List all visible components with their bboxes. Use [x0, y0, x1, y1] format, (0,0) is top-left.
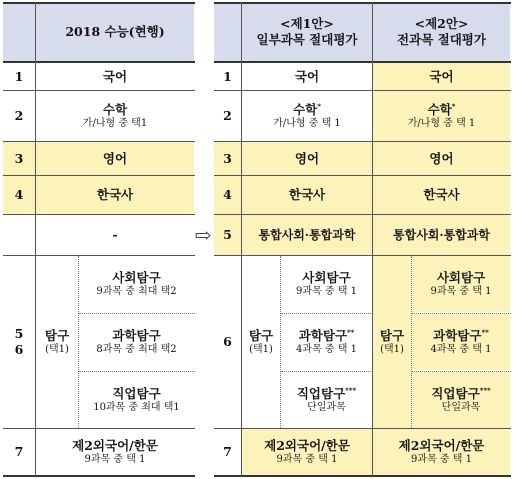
proposal-1-header: [242, 3, 372, 61]
subject-detail: 단일과목: [307, 401, 346, 413]
header-blank: [3, 3, 35, 61]
subject-detail: 4과목 중 택 1: [296, 343, 357, 355]
subject-title: 사회탐구: [112, 269, 161, 285]
row-number: 2: [14, 108, 24, 124]
subject-title: 수학*: [293, 101, 321, 117]
subject-korean-history: 한국사: [36, 176, 194, 214]
inquiry-title: 탐구: [248, 327, 274, 343]
row-number: [3, 215, 35, 255]
subject-title: 과학탐구: [112, 327, 161, 343]
subject-detail: 8과목 중 최대 택2: [96, 343, 177, 355]
proposal-desc: 일부과목 절대평가: [256, 32, 358, 47]
p1-korean-history: 한국사: [242, 176, 372, 214]
inquiry-title: 탐구: [379, 327, 405, 343]
subject-detail: 가/나형 중 택1: [82, 117, 148, 129]
p2-second-language: [373, 429, 510, 475]
subject-detail: 단일과목: [441, 401, 481, 413]
row-number: 4: [214, 176, 241, 214]
arrow-right-icon: ⇨: [194, 223, 212, 247]
p2-science-inquiry: [412, 314, 510, 370]
p2-english: 영어: [373, 142, 510, 175]
row-number: 3: [3, 142, 35, 175]
subject-title: 제2외국어/한문: [264, 437, 350, 453]
proposal-title: <제1안>: [280, 16, 334, 32]
subject-title: 제2외국어/한문: [398, 437, 485, 453]
row-number: 6: [223, 334, 232, 350]
subject-detail: 가/나형 중 택 1: [407, 117, 476, 129]
p2-integrated: 통합사회·통합과학: [373, 215, 510, 255]
social-inquiry: [79, 256, 194, 312]
subject-detail: 9과목 중 택 1: [430, 285, 492, 297]
proposal-2-header: [373, 3, 510, 61]
p2-vocational-inquiry: [412, 372, 510, 428]
p1-second-language: [242, 429, 372, 475]
subject-detail: 9과목 중 택 1: [84, 453, 146, 465]
subject-title: 직업탐구***: [296, 385, 357, 401]
inquiry-label: [36, 256, 78, 428]
row-number: 1: [223, 68, 232, 84]
subject-detail: 9과목 중 택 1: [276, 453, 338, 465]
row-number: 3: [214, 142, 241, 175]
subject-title: 과학탐구**: [433, 327, 489, 343]
p1-korean: 국어: [294, 68, 320, 84]
row-number: 7: [223, 444, 232, 460]
p1-inquiry-label: [242, 256, 280, 428]
current-header: 2018 수능(현행): [36, 3, 194, 61]
row-number: 1: [14, 68, 24, 84]
subject-title: 사회탐구: [302, 269, 351, 285]
inquiry-choice: (택1): [380, 343, 404, 355]
p2-social-inquiry: [412, 256, 510, 312]
subject-detail: 가/나형 중 택 1: [273, 117, 341, 129]
vocational-inquiry: [79, 372, 194, 428]
row-number: 5: [214, 215, 241, 255]
p1-english: 영어: [242, 142, 372, 175]
subject-none: -: [112, 227, 118, 243]
subject-title: 수학: [102, 101, 128, 117]
subject-detail: 9과목 중 택 1: [411, 453, 472, 465]
p1-science-inquiry: [281, 314, 372, 370]
p1-math: [242, 91, 372, 141]
row-number: 7: [14, 444, 24, 460]
p1-vocational-inquiry: [281, 372, 372, 428]
p1-social-inquiry: [281, 256, 372, 312]
p2-inquiry-label: [373, 256, 411, 428]
science-inquiry: [79, 314, 194, 370]
row-number: 5 6: [14, 326, 24, 357]
subject-title: 사회탐구: [436, 269, 486, 285]
proposal-title: <제2안>: [414, 16, 469, 32]
inquiry-choice: (택1): [249, 343, 273, 355]
subject-second-language: [36, 429, 194, 475]
subject-detail: 4과목 중 택 1: [430, 343, 492, 355]
subject-title: 직업탐구: [112, 385, 161, 401]
inquiry-choice: (택1): [45, 343, 69, 355]
row-number: 2: [223, 108, 232, 124]
subject-title: 직업탐구***: [431, 385, 491, 401]
p2-korean: 국어: [373, 63, 510, 90]
subject-title: 과학탐구**: [298, 327, 355, 343]
row-number: 4: [3, 176, 35, 214]
p1-integrated: 통합사회·통합과학: [242, 215, 372, 255]
p2-math: [373, 91, 510, 141]
subject-title: 제2외국어/한문: [72, 437, 158, 453]
subject-detail: 10과목 중 최대 택1: [93, 401, 180, 413]
subject-math: [36, 91, 194, 141]
subject-detail: 9과목 중 최대 택2: [96, 285, 177, 297]
p2-korean-history: 한국사: [373, 176, 510, 214]
subject-korean: 국어: [102, 68, 128, 84]
header-blank: [214, 3, 241, 61]
proposal-desc: 전과목 절대평가: [397, 32, 486, 47]
inquiry-title: 탐구: [44, 327, 70, 343]
subject-english: 영어: [36, 142, 194, 175]
subject-detail: 9과목 중 택 1: [296, 285, 357, 297]
subject-title: 수학*: [427, 101, 456, 117]
